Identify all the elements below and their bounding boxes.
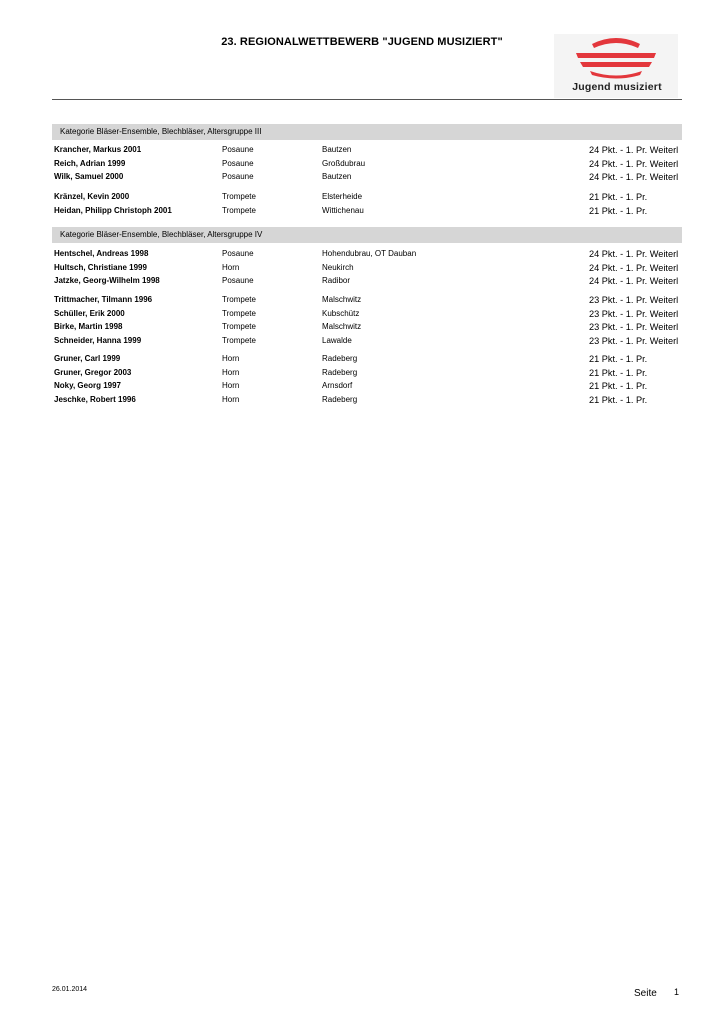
page-label: Seite bbox=[634, 988, 657, 999]
jugend-musiziert-logo bbox=[554, 34, 678, 98]
participant-name: Kränzel, Kevin 2000 bbox=[54, 192, 130, 201]
participant-name: Jatzke, Georg-Wilhelm 1998 bbox=[54, 276, 160, 285]
page-number: 1 bbox=[674, 987, 680, 997]
result: 23 Pkt. - 1. Pr. Weiterl bbox=[589, 309, 679, 319]
participant-name: Wilk, Samuel 2000 bbox=[54, 172, 124, 181]
result: 21 Pkt. - 1. Pr. bbox=[589, 354, 648, 364]
table-row bbox=[0, 205, 724, 219]
city: Großdubrau bbox=[322, 159, 366, 168]
table-row bbox=[0, 144, 724, 158]
category-header: Kategorie Bläser-Ensemble, Blechbläser, Altersgruppe IV bbox=[52, 227, 682, 243]
participant-name: Krancher, Markus 2001 bbox=[54, 145, 142, 154]
instrument: Trompete bbox=[222, 309, 256, 318]
city: Bautzen bbox=[322, 145, 352, 154]
table-row bbox=[0, 394, 724, 408]
instrument: Horn bbox=[222, 354, 240, 363]
logo-text: Jugend musiziert bbox=[572, 81, 662, 93]
result: 24 Pkt. - 1. Pr. Weiterl bbox=[589, 159, 679, 169]
result: 23 Pkt. - 1. Pr. Weiterl bbox=[589, 336, 679, 346]
city: Radeberg bbox=[322, 395, 358, 404]
header-divider bbox=[52, 99, 682, 100]
city: Hohendubrau, OT Dauban bbox=[322, 249, 417, 258]
table-row bbox=[0, 367, 724, 381]
participant-name: Reich, Adrian 1999 bbox=[54, 159, 126, 168]
table-row bbox=[0, 294, 724, 308]
city: Lawalde bbox=[322, 336, 352, 345]
city: Bautzen bbox=[322, 172, 352, 181]
instrument: Posaune bbox=[222, 145, 254, 154]
city: Radeberg bbox=[322, 354, 358, 363]
logo-mark-icon bbox=[554, 34, 678, 80]
city: Malschwitz bbox=[322, 295, 362, 304]
instrument: Posaune bbox=[222, 159, 254, 168]
participant-name: Trittmacher, Tilmann 1996 bbox=[54, 295, 153, 304]
instrument: Trompete bbox=[222, 322, 256, 331]
table-row bbox=[0, 275, 724, 289]
result: 23 Pkt. - 1. Pr. Weiterl bbox=[589, 295, 679, 305]
participant-name: Birke, Martin 1998 bbox=[54, 322, 123, 331]
instrument: Horn bbox=[222, 368, 240, 377]
result: 24 Pkt. - 1. Pr. Weiterl bbox=[589, 172, 679, 182]
instrument: Posaune bbox=[222, 172, 254, 181]
footer-date: 26.01.2014 bbox=[52, 986, 88, 993]
instrument: Posaune bbox=[222, 249, 254, 258]
participant-name: Schüller, Erik 2000 bbox=[54, 309, 125, 318]
result: 24 Pkt. - 1. Pr. Weiterl bbox=[589, 145, 679, 155]
city: Elsterheide bbox=[322, 192, 363, 201]
table-row bbox=[0, 262, 724, 276]
city: Radibor bbox=[322, 276, 351, 285]
table-row bbox=[0, 191, 724, 205]
result: 21 Pkt. - 1. Pr. bbox=[589, 395, 648, 405]
instrument: Horn bbox=[222, 263, 240, 272]
page-title: 23. REGIONALWETTBEWERB "JUGEND MUSIZIERT" bbox=[221, 36, 503, 48]
table-row bbox=[0, 171, 724, 185]
city: Kubschütz bbox=[322, 309, 360, 318]
table-row bbox=[0, 158, 724, 172]
instrument: Trompete bbox=[222, 295, 256, 304]
participant-name: Gruner, Carl 1999 bbox=[54, 354, 121, 363]
city: Radeberg bbox=[322, 368, 358, 377]
instrument: Horn bbox=[222, 381, 240, 390]
instrument: Trompete bbox=[222, 336, 256, 345]
participant-name: Jeschke, Robert 1996 bbox=[54, 395, 136, 404]
result: 21 Pkt. - 1. Pr. bbox=[589, 192, 648, 202]
result: 24 Pkt. - 1. Pr. Weiterl bbox=[589, 263, 679, 273]
city: Malschwitz bbox=[322, 322, 362, 331]
table-row bbox=[0, 308, 724, 322]
participant-name: Hentschel, Andreas 1998 bbox=[54, 249, 149, 258]
result: 21 Pkt. - 1. Pr. bbox=[589, 381, 648, 391]
instrument: Posaune bbox=[222, 276, 254, 285]
instrument: Horn bbox=[222, 395, 240, 404]
participant-name: Hultsch, Christiane 1999 bbox=[54, 263, 147, 272]
table-row bbox=[0, 248, 724, 262]
result: 24 Pkt. - 1. Pr. Weiterl bbox=[589, 276, 679, 286]
city: Wittichenau bbox=[322, 206, 364, 215]
table-row bbox=[0, 335, 724, 349]
table-row bbox=[0, 380, 724, 394]
city: Neukirch bbox=[322, 263, 354, 272]
result: 21 Pkt. - 1. Pr. bbox=[589, 368, 648, 378]
participant-name: Heidan, Philipp Christoph 2001 bbox=[54, 206, 172, 215]
instrument: Trompete bbox=[222, 206, 256, 215]
result: 21 Pkt. - 1. Pr. bbox=[589, 206, 648, 216]
category-header: Kategorie Bläser-Ensemble, Blechbläser, Altersgruppe III bbox=[52, 124, 682, 140]
table-row bbox=[0, 321, 724, 335]
participant-name: Schneider, Hanna 1999 bbox=[54, 336, 142, 345]
city: Arnsdorf bbox=[322, 381, 353, 390]
result: 24 Pkt. - 1. Pr. Weiterl bbox=[589, 249, 679, 259]
participant-name: Noky, Georg 1997 bbox=[54, 381, 121, 390]
instrument: Trompete bbox=[222, 192, 256, 201]
table-row bbox=[0, 353, 724, 367]
participant-name: Gruner, Gregor 2003 bbox=[54, 368, 132, 377]
result: 23 Pkt. - 1. Pr. Weiterl bbox=[589, 322, 679, 332]
